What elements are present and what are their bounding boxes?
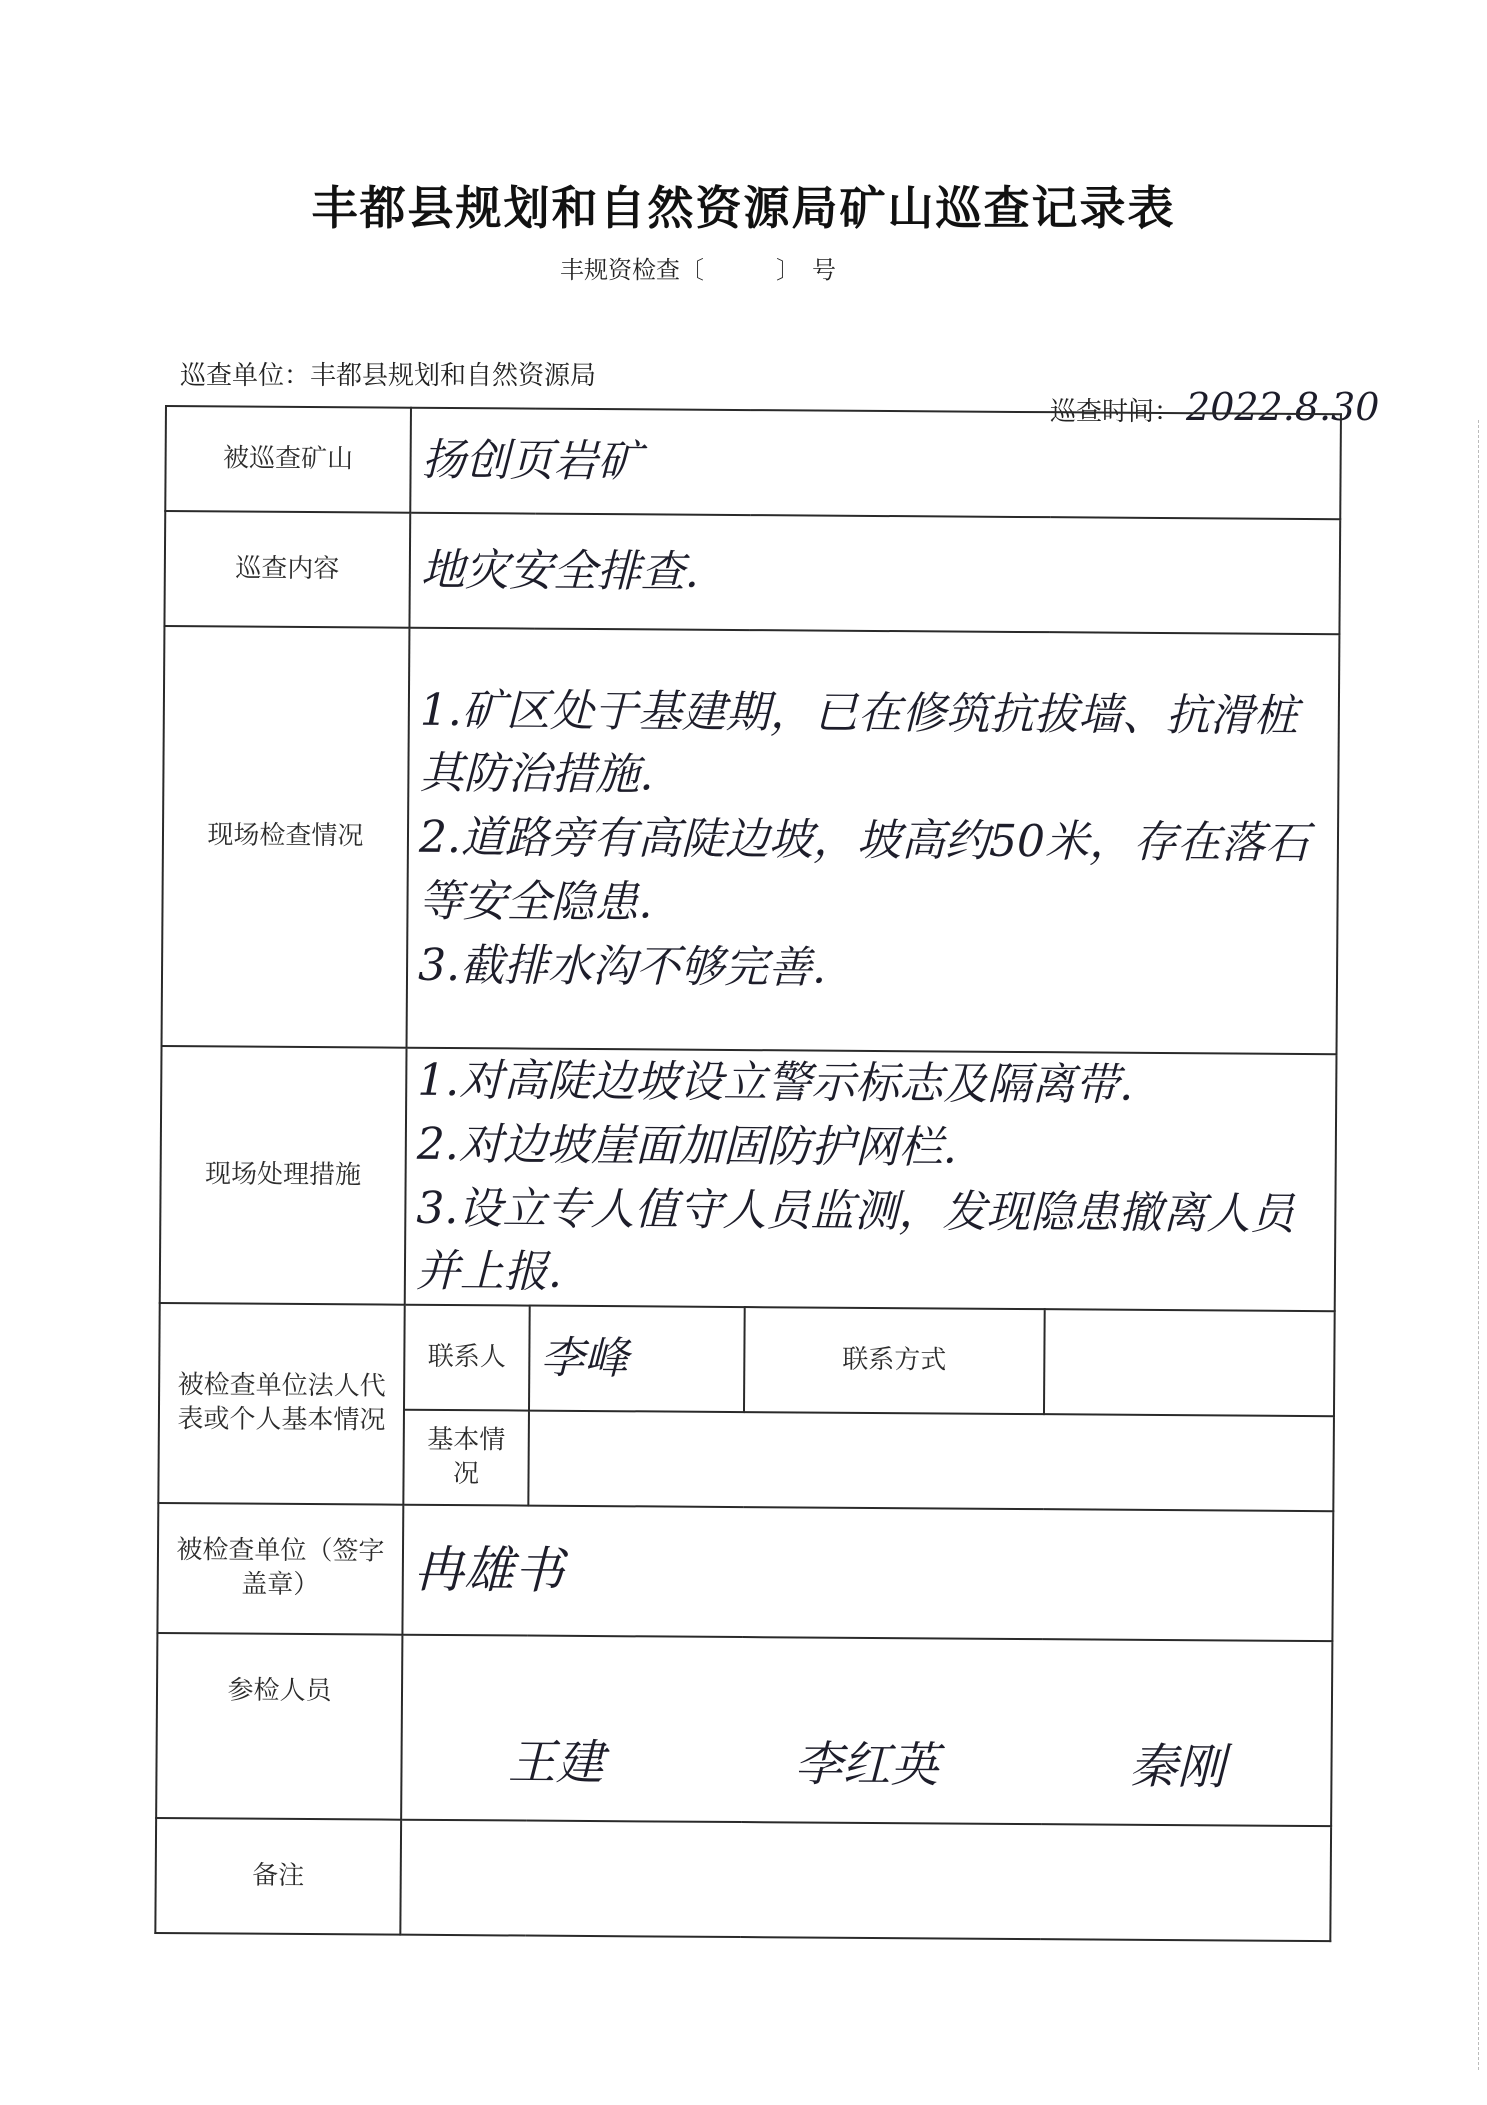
inspector-signature: 秦刚	[1128, 1738, 1226, 1796]
measure-item: 1.对高陡边坡设立警示标志及隔离带.	[417, 1054, 1134, 1111]
inspector-signature: 王建	[507, 1734, 605, 1792]
content-row	[164, 511, 1340, 634]
measure-item: 2.对边坡崖面加固防护网栏.	[416, 1118, 957, 1174]
inspection-unit	[180, 355, 596, 392]
contact-person-value: 李峰	[529, 1306, 745, 1412]
inspection-unit-label: 巡查单位：	[180, 361, 311, 391]
basic-info-sub-label: 基本情况	[403, 1410, 529, 1506]
page-title: 丰都县规划和自然资源局矿山巡查记录表	[311, 181, 1176, 235]
inspection-time-label: 巡查时间：	[1050, 397, 1181, 427]
remarks-value	[400, 1820, 1331, 1941]
signature-row	[157, 1503, 1333, 1641]
inspection-item: 1.矿区处于基建期，已在修筑抗拔墙、抗滑桩其防治措施.	[419, 684, 1299, 801]
contact-row	[159, 1303, 1335, 1416]
mine-value: 扬创页岩矿	[410, 408, 1341, 519]
inspection-time-value: 2022.8.30	[1186, 385, 1380, 429]
measure-item: 3.设立专人值守人员监测，发现隐患撤离人员并上报.	[415, 1182, 1295, 1299]
signature-label: 被检查单位（签字盖章）	[157, 1503, 403, 1635]
mine-label: 被巡查矿山	[165, 406, 411, 513]
inspection-label: 现场检查情况	[162, 626, 410, 1048]
mine-row	[165, 406, 1341, 519]
inspector-signature: 李红英	[794, 1736, 939, 1794]
record-table	[154, 405, 1342, 1942]
inspectors-cell	[401, 1635, 1332, 1826]
document-number: 丰规资检查〔 〕 号	[560, 256, 836, 284]
inspectors-row	[156, 1633, 1332, 1826]
contact-method-label: 联系方式	[744, 1307, 1045, 1414]
basic-info-label: 被检查单位法人代表或个人基本情况	[158, 1303, 404, 1505]
remarks-label: 备注	[155, 1818, 401, 1935]
inspection-item: 3.截排水沟不够完善.	[417, 939, 827, 994]
content-label: 巡查内容	[164, 511, 410, 628]
measures-label: 现场处理措施	[160, 1046, 407, 1305]
inspection-unit-value: 丰都县规划和自然资源局	[310, 361, 597, 391]
inspection-list	[407, 628, 1340, 1054]
basic-info-value	[528, 1411, 1334, 1512]
contact-person-label: 联系人	[404, 1305, 530, 1411]
content-value: 地灾安全排查.	[409, 513, 1340, 634]
signature-value: 冉雄书	[402, 1505, 1333, 1641]
inspection-row	[162, 626, 1340, 1054]
measures-list	[405, 1048, 1337, 1312]
inspection-item: 2.道路旁有高陡边坡，坡高约50米，存在落石等安全隐患.	[418, 811, 1310, 929]
remarks-row	[155, 1818, 1331, 1941]
inspectors-signatures	[412, 1663, 1321, 1798]
scan-edge-marks	[1475, 420, 1479, 2070]
measures-row	[160, 1046, 1337, 1311]
inspectors-label: 参检人员	[156, 1633, 402, 1820]
contact-method-value	[1044, 1309, 1335, 1416]
record-form	[154, 405, 1340, 1923]
